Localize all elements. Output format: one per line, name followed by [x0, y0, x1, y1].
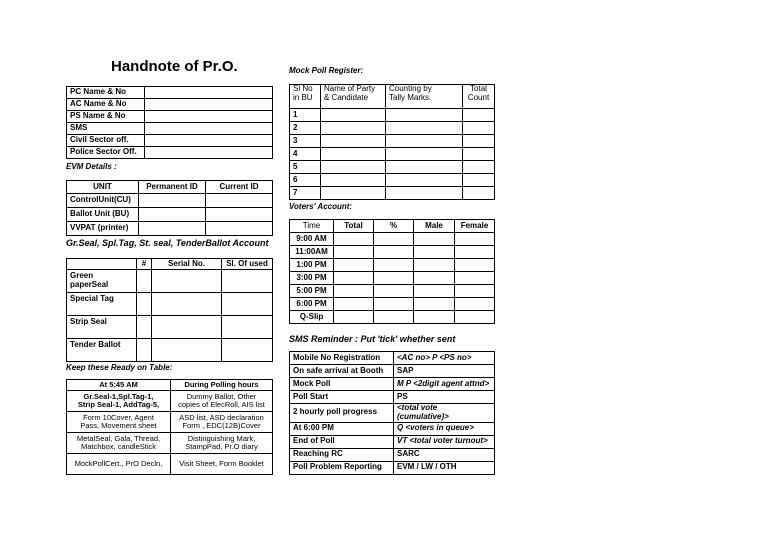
voters-value-cell [374, 285, 414, 298]
table-row [290, 161, 495, 174]
official-label: PC Name & No [67, 87, 145, 99]
table-row [290, 259, 495, 272]
sms-code-value: Q <voters in queue> [394, 422, 495, 435]
mock-poll-total-cell [463, 122, 495, 135]
seal-used-cell [222, 339, 273, 362]
evm-current-id-cell [206, 194, 273, 208]
table-row [290, 246, 495, 259]
voters-time-label: 9:00 AM [290, 233, 334, 246]
sms-event-label: Poll Problem Reporting [290, 461, 394, 474]
seal-header-blank [67, 259, 137, 270]
voters-value-cell [334, 259, 374, 272]
voters-header-female: Female [455, 220, 495, 233]
table-row [67, 270, 273, 293]
voters-value-cell [374, 233, 414, 246]
mock-poll-tally-cell [386, 161, 463, 174]
evm-unit-label: Ballot Unit (BU) [67, 208, 139, 222]
table-row [67, 111, 273, 123]
table-row [290, 272, 495, 285]
mock-poll-slno: 2 [290, 122, 321, 135]
seal-count-cell [137, 270, 152, 293]
table-row [67, 316, 273, 339]
ready-morning-item: Form 10Cover, Agent Pass, Movement sheet [67, 412, 171, 433]
official-label: SMS [67, 123, 145, 135]
official-label: Police Sector Off. [67, 147, 145, 159]
seal-count-cell [137, 316, 152, 339]
mock-poll-tally-cell [386, 148, 463, 161]
table-row [67, 293, 273, 316]
sms-heading: SMS Reminder : Put 'tick' whether sent [289, 334, 456, 344]
evm-unit-label: VVPAT (printer) [67, 222, 139, 236]
mock-poll-party-cell [321, 174, 386, 187]
voters-value-cell [374, 246, 414, 259]
voters-value-cell [414, 311, 455, 324]
mock-poll-slno: 7 [290, 187, 321, 200]
ready-morning-item: MockPollCert., PrO Decln, [67, 454, 171, 475]
seal-item-label: Green paperSeal [67, 270, 137, 293]
ready-morning-item: Gr.Seal-1,Spl.Tag-1, Strip Seal-1, AddTag-5, [67, 391, 171, 412]
voters-value-cell [414, 246, 455, 259]
official-value-cell [145, 135, 273, 147]
voters-value-cell [455, 311, 495, 324]
evm-unit-label: ControlUnit(CU) [67, 194, 139, 208]
table-row [290, 422, 495, 435]
voters-value-cell [374, 272, 414, 285]
official-value-cell [145, 87, 273, 99]
voters-time-label: 3:00 PM [290, 272, 334, 285]
table-row [67, 99, 273, 111]
evm-current-id-cell [206, 222, 273, 236]
official-value-cell [145, 147, 273, 159]
evm-heading: EVM Details : [66, 162, 117, 171]
sms-code-value: EVM / LW / OTH [394, 461, 495, 474]
voters-value-cell [455, 298, 495, 311]
table-row [290, 174, 495, 187]
ready-polling-item: ASD list, ASD declaration Form , EDC(12B)Cover [171, 412, 273, 433]
mock-header-slno: Sl No in BU [290, 85, 321, 109]
mock-poll-total-cell [463, 148, 495, 161]
table-row [67, 391, 273, 412]
mock-poll-slno: 6 [290, 174, 321, 187]
page-title: Handnote of Pr.O. [111, 58, 238, 75]
mock-poll-party-cell [321, 187, 386, 200]
voters-value-cell [334, 272, 374, 285]
voters-value-cell [455, 233, 495, 246]
voters-time-label: 11:00AM [290, 246, 334, 259]
table-row [67, 222, 273, 236]
sms-code-value: SARC [394, 448, 495, 461]
mock-poll-tally-cell [386, 122, 463, 135]
ready-morning-item: MetalSeal, Gala, Thread, Matchbox, candleStick [67, 433, 171, 454]
table-row [290, 233, 495, 246]
sms-code-value: VT <total voter turnout> [394, 435, 495, 448]
table-row [290, 352, 495, 365]
seal-count-cell [137, 293, 152, 316]
mock-header-party: Name of Party & Candidate [321, 85, 386, 109]
official-value-cell [145, 111, 273, 123]
mock-poll-total-cell [463, 187, 495, 200]
sms-event-label: On safe arrival at Booth [290, 365, 394, 378]
sms-table [289, 351, 495, 475]
voters-value-cell [334, 285, 374, 298]
official-label: PS Name & No [67, 111, 145, 123]
table-row [290, 461, 495, 474]
ready-header-polling: During Polling hours [171, 380, 273, 391]
ready-header-morning: At 5:45 AM [67, 380, 171, 391]
mock-poll-party-cell [321, 148, 386, 161]
table-row [67, 454, 273, 475]
table-row [290, 135, 495, 148]
seal-serial-cell [152, 270, 222, 293]
voters-value-cell [334, 311, 374, 324]
mock-poll-total-cell [463, 161, 495, 174]
ready-polling-item: Visit Sheet, Form Booklet [171, 454, 273, 475]
seal-serial-cell [152, 316, 222, 339]
voters-time-label: 5:00 PM [290, 285, 334, 298]
seal-serial-cell [152, 339, 222, 362]
sms-code-value: <AC no> P <PS no> [394, 352, 495, 365]
voters-table [289, 219, 495, 324]
ready-polling-item: Dummy Ballot, Other copies of ElecRoll, AIS list [171, 391, 273, 412]
voters-value-cell [334, 233, 374, 246]
voters-header-percent: % [374, 220, 414, 233]
mock-poll-tally-cell [386, 174, 463, 187]
seal-used-cell [222, 270, 273, 293]
sms-code-value: M P <2digit agent attnd> [394, 378, 495, 391]
voters-value-cell [455, 246, 495, 259]
mock-poll-party-cell [321, 161, 386, 174]
voters-value-cell [455, 259, 495, 272]
voters-value-cell [374, 298, 414, 311]
table-row [67, 147, 273, 159]
seal-item-label: Special Tag [67, 293, 137, 316]
voters-value-cell [334, 246, 374, 259]
seal-account-table [66, 258, 273, 362]
table-row [290, 391, 495, 404]
seal-header-serial: Serial No. [152, 259, 222, 270]
mock-poll-tally-cell [386, 187, 463, 200]
evm-permanent-id-cell [139, 194, 206, 208]
table-row [290, 378, 495, 391]
seal-used-cell [222, 316, 273, 339]
voters-time-label: Q-Slip [290, 311, 334, 324]
table-row [290, 448, 495, 461]
table-row [290, 298, 495, 311]
evm-header-current: Current ID [206, 181, 273, 194]
sms-event-label: End of Poll [290, 435, 394, 448]
table-row [67, 135, 273, 147]
voters-value-cell [374, 311, 414, 324]
mock-poll-heading: Mock Poll Register: [289, 66, 364, 75]
seal-item-label: Strip Seal [67, 316, 137, 339]
official-value-cell [145, 99, 273, 111]
official-label: Civil Sector off. [67, 135, 145, 147]
mock-poll-party-cell [321, 109, 386, 122]
mock-poll-tally-cell [386, 109, 463, 122]
voters-value-cell [414, 259, 455, 272]
official-value-cell [145, 123, 273, 135]
ready-table [66, 379, 273, 475]
table-row [290, 122, 495, 135]
mock-poll-total-cell [463, 109, 495, 122]
table-row [67, 412, 273, 433]
voters-header-time: Time [290, 220, 334, 233]
sms-event-label: Mock Poll [290, 378, 394, 391]
evm-permanent-id-cell [139, 208, 206, 222]
voters-header-male: Male [414, 220, 455, 233]
ready-polling-item: Distinguishing Mark, StampPad, Pr.O diary [171, 433, 273, 454]
voters-value-cell [414, 298, 455, 311]
table-row [290, 435, 495, 448]
table-row [67, 339, 273, 362]
mock-poll-party-cell [321, 135, 386, 148]
voters-value-cell [414, 285, 455, 298]
sms-code-value: SAP [394, 365, 495, 378]
sms-code-value: <total vote (cumulative)> [394, 404, 495, 423]
table-row [67, 87, 273, 99]
mock-poll-slno: 1 [290, 109, 321, 122]
voters-time-label: 6:00 PM [290, 298, 334, 311]
evm-header-permanent: Permanent ID [139, 181, 206, 194]
table-row [290, 365, 495, 378]
seal-header-used: Sl. Of used [222, 259, 273, 270]
official-label: AC Name & No [67, 99, 145, 111]
sms-event-label: Mobile No Registration [290, 352, 394, 365]
voters-heading: Voters' Account: [289, 202, 353, 211]
table-row [290, 187, 495, 200]
seal-count-cell [137, 339, 152, 362]
seal-item-label: Tender Ballot [67, 339, 137, 362]
voters-value-cell [374, 259, 414, 272]
voters-value-cell [414, 233, 455, 246]
mock-poll-table [289, 84, 495, 200]
mock-header-total: Total Count [463, 85, 495, 109]
table-row [290, 311, 495, 324]
voters-header-total: Total [334, 220, 374, 233]
table-row [67, 208, 273, 222]
voters-value-cell [455, 272, 495, 285]
evm-current-id-cell [206, 208, 273, 222]
sms-event-label: Reaching RC [290, 448, 394, 461]
table-row [290, 404, 495, 423]
evm-table [66, 180, 273, 236]
evm-header-unit: UNIT [67, 181, 139, 194]
table-row [290, 109, 495, 122]
table-row [67, 194, 273, 208]
seal-used-cell [222, 293, 273, 316]
mock-poll-slno: 5 [290, 161, 321, 174]
mock-poll-party-cell [321, 122, 386, 135]
officials-table [66, 86, 273, 159]
seal-header-count: # [137, 259, 152, 270]
sms-event-label: 2 hourly poll progress [290, 404, 394, 423]
seal-serial-cell [152, 293, 222, 316]
mock-poll-total-cell [463, 135, 495, 148]
voters-value-cell [414, 272, 455, 285]
mock-poll-slno: 3 [290, 135, 321, 148]
ready-heading: Keep these Ready on Table: [66, 363, 173, 372]
mock-header-tally: Counting by Tally Marks. [386, 85, 463, 109]
voters-value-cell [455, 285, 495, 298]
sms-event-label: At 6:00 PM [290, 422, 394, 435]
sms-code-value: PS [394, 391, 495, 404]
mock-poll-total-cell [463, 174, 495, 187]
sms-event-label: Poll Start [290, 391, 394, 404]
table-row [290, 148, 495, 161]
evm-permanent-id-cell [139, 222, 206, 236]
mock-poll-slno: 4 [290, 148, 321, 161]
table-row [67, 433, 273, 454]
mock-poll-tally-cell [386, 135, 463, 148]
seal-account-heading: Gr.Seal, Spl.Tag, St. seal, TenderBallot Account [66, 238, 269, 248]
voters-value-cell [334, 298, 374, 311]
table-row [290, 285, 495, 298]
voters-time-label: 1:00 PM [290, 259, 334, 272]
table-row [67, 123, 273, 135]
